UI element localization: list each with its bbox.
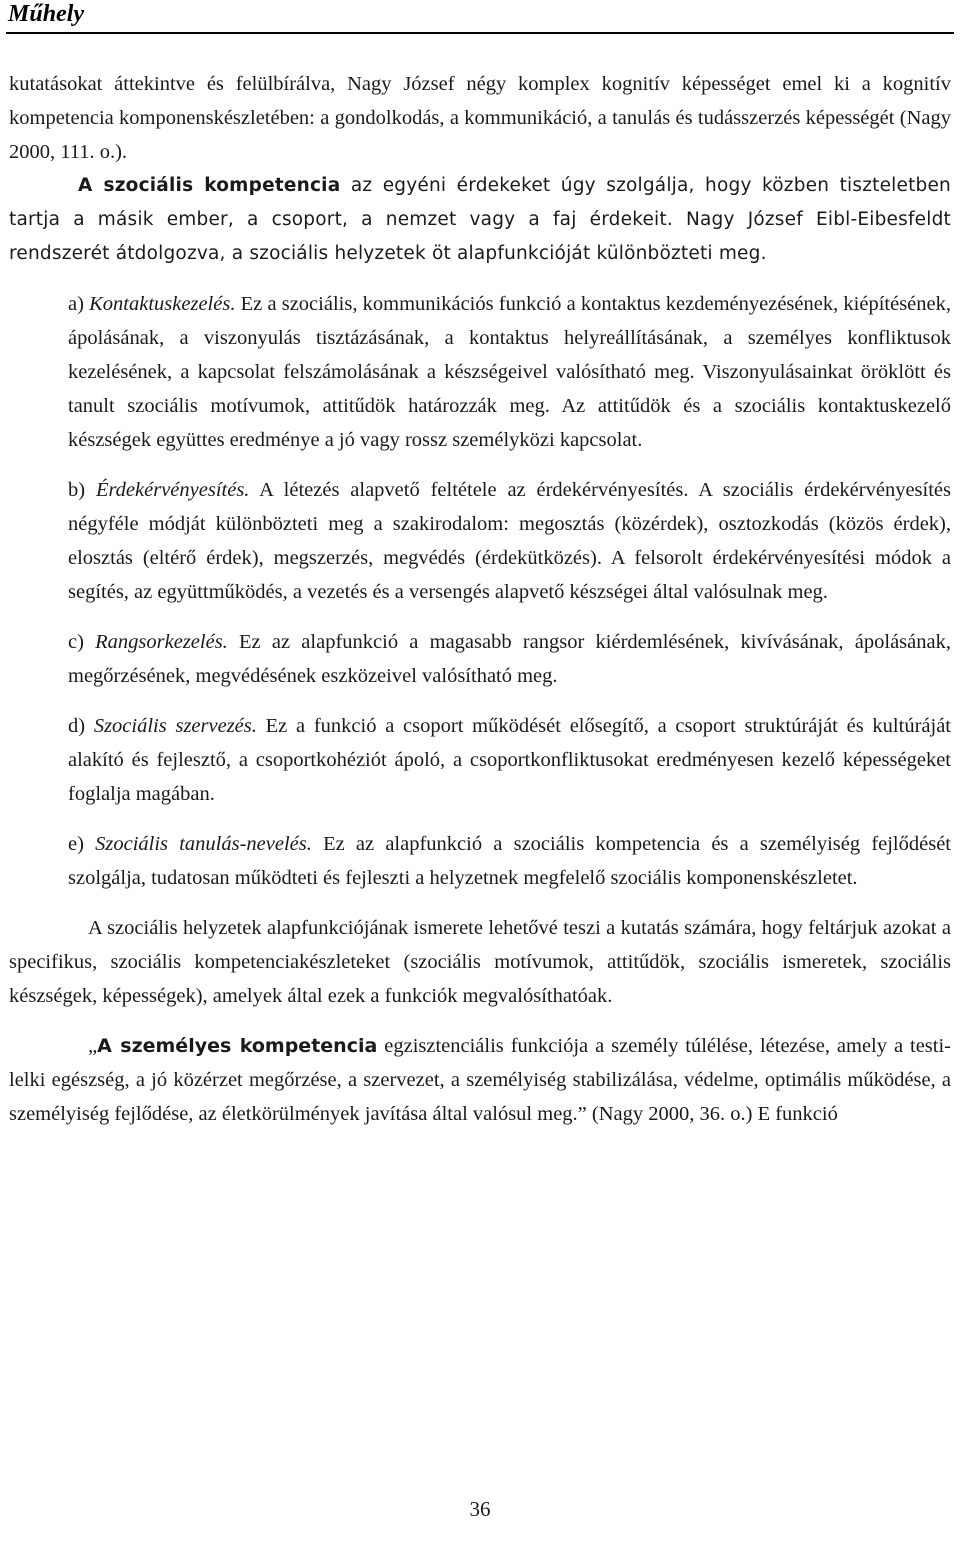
paragraph-personal-competence bbox=[9, 1029, 951, 1131]
paragraph-social-competence bbox=[9, 169, 951, 271]
list-item-b-text: A létezés alapvető feltétele az érdekérvényesítés. A szociális érdekérvényesítés négyféle módját különbözteti meg a szakirodalom: megosztás (közérdek), osztozkodás (közös érdek), elosztás (eltérő érdek), megszerzés, megvédés (érdekütközés). A felsorolt érdekérvényesítési módok a segítés, az együttműködés, a vezetés és a versengés alapvető készségei által valósulnak meg. bbox=[68, 479, 952, 603]
paragraph-social-competence-text: az egyéni érdekeket úgy szolgálja, hogy közben tiszteletben tartja a másik ember, a csoport, a nemzet vagy a faj érdekeit. Nagy József Eibl-Eibesfeldt rendszerét átdolgozva, a szociális helyzetek öt alapfunkcióját különbözteti meg. bbox=[9, 175, 951, 264]
page-number: 36 bbox=[469, 1497, 491, 1521]
paragraph-intro: kutatásokat áttekintve és felülbírálva, Nagy József négy komplex kognitív képességet emel ki a kognitív kompetencia komponenskészletében: a gondolkodás, a kommunikáció, a tanulás és tudásszerzés képességét (Nagy 2000, 111. o.). bbox=[9, 73, 951, 163]
list-item-c-text: Ez az alapfunkció a magasabb rangsor kiérdemlésének, kivívásának, ápolásának, megőrzésének, megvédésének eszközeivel valósítható meg. bbox=[68, 631, 951, 687]
term-szocialis-szervezes: Szociális szervezés. bbox=[93, 715, 257, 737]
list-item-c bbox=[68, 625, 951, 693]
quote-open-mark: „ bbox=[88, 1035, 98, 1057]
term-personal-competence: A személyes kompetencia bbox=[97, 1035, 378, 1057]
list-marker-c: c) bbox=[68, 631, 96, 653]
body-text bbox=[9, 67, 951, 1131]
section-title: Műhely bbox=[8, 1, 85, 27]
term-rangsorkezeles: Rangsorkezelés. bbox=[95, 631, 228, 653]
list-item-e bbox=[68, 827, 951, 895]
paragraph-personal-competence-text: egzisztenciális funkciója a személy túlélése, létezése, amely a testi-lelki egészség, a jó közérzet megőrzése, a szervezet, a személyiség stabilizálása, védelme, optimális működése, a személyiség fejlődése, az életkörülmények javítása által valósul meg.” (Nagy 2000, 36. o.) E funkció bbox=[9, 1035, 951, 1125]
list-marker-e: e) bbox=[68, 833, 96, 855]
list-item-a-text: Ez a szociális, kommunikációs funkció a kontaktus kezdeményezésének, kiépítésének, ápolásának, a viszonyulás tisztázásának, a kontaktus helyreállításának, a személyes konfliktusok kezelésének, a kapcsolat felszámolásának a készségeivel valósítható meg. Viszonyulásainkat öröklött és tanult szociális motívumok, attitűdök határozzák meg. Az attitűdök és a szociális kontaktuskezelő készségek együttes eredménye a jó vagy rossz személyközi kapcsolat. bbox=[68, 293, 951, 451]
list-marker-a: a) bbox=[68, 293, 90, 315]
paragraph-alapfunkcio: A szociális helyzetek alapfunkciójának ismerete lehetővé teszi a kutatás számára, hogy feltárjuk azokat a specifikus, szociális kompetenciakészleteket (szociális motívumok, attitűdök, szociális ismeretek, szociális készségek, képességek), amelyek által ezek a funkciók megvalósíthatóak. bbox=[9, 917, 951, 1007]
list-marker-b: b) bbox=[68, 479, 96, 501]
term-kontaktuskezeles: Kontaktuskezelés. bbox=[89, 293, 236, 315]
list-item-b bbox=[68, 473, 951, 609]
term-erdekervenyesites: Érdekérvényesítés. bbox=[95, 479, 250, 501]
term-social-competence: A szociális kompetencia bbox=[78, 175, 341, 196]
list-item-d-text: Ez a funkció a csoport működését elősegítő, a csoport struktúráját és kultúráját alakító és fejlesztő, a csoportkohéziót ápoló, a csoportkonfliktusokat eredményesen kezelő képességeket foglalja magában. bbox=[68, 715, 951, 805]
term-szocialis-tanulas-neveles: Szociális tanulás-nevelés. bbox=[95, 833, 312, 855]
list-item-d bbox=[68, 709, 951, 811]
list-item-e-text: Ez az alapfunkció a szociális kompetencia és a személyiség fejlődését szolgálja, tudatosan működteti és fejleszti a helyzetnek megfelelő szociális komponenskészletet. bbox=[68, 833, 952, 889]
list-item-a bbox=[68, 287, 951, 457]
list-marker-d: d) bbox=[68, 715, 94, 737]
running-header bbox=[6, 0, 954, 34]
